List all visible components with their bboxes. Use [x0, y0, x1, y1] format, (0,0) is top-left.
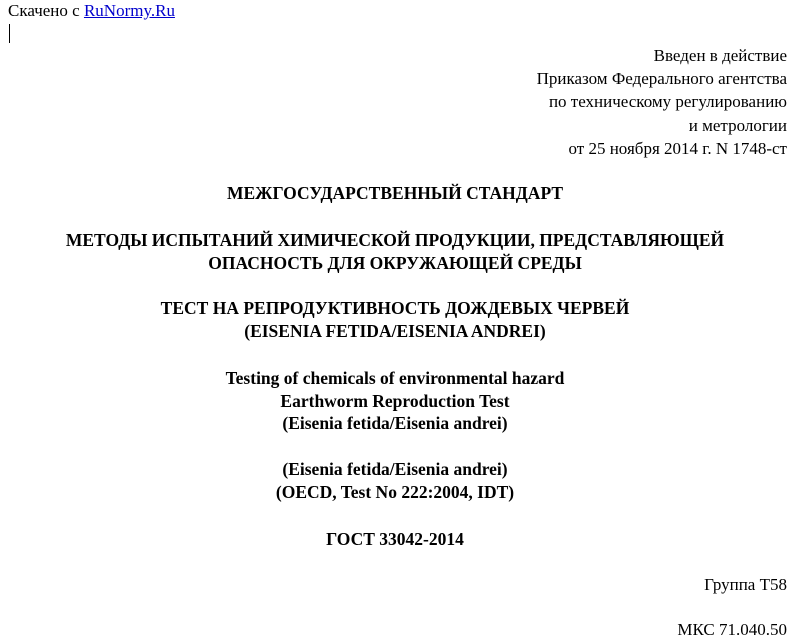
gost-number: ГОСТ 33042-2014: [326, 529, 464, 549]
method-title-line: ОПАСНОСТЬ ДЛЯ ОКРУЖАЮЩЕЙ СРЕДЫ: [208, 252, 582, 273]
test-title-line: (EISENIA FETIDA/EISENIA ANDREI): [244, 320, 546, 341]
mks-code: МКС 71.040.50: [677, 620, 787, 639]
enactment-line: Введен в действие: [653, 46, 787, 65]
method-title-heading: [0, 229, 790, 274]
english-title-line: Earthworm Reproduction Test: [280, 390, 510, 411]
standard-type-line: МЕЖГОСУДАРСТВЕННЫЙ СТАНДАРТ: [226, 183, 564, 203]
text-cursor: [9, 24, 10, 43]
enactment-line: Приказом Федерального агентства: [536, 69, 787, 89]
enactment-block: [537, 44, 787, 160]
test-title-heading: [0, 297, 790, 342]
english-title-line: (Eisenia fetida/Eisenia andrei): [282, 413, 508, 433]
enactment-line: и метрологии: [688, 115, 787, 135]
english-title-heading: [0, 367, 790, 435]
enactment-line: от 25 ноября 2014 г. N 1748-ст: [568, 138, 787, 158]
method-title-line: МЕТОДЫ ИСПЫТАНИЙ ХИМИЧЕСКОЙ ПРОДУКЦИИ, ПРЕДСТАВЛЯЮЩЕЙ: [65, 230, 725, 250]
oecd-reference-heading: [0, 458, 790, 503]
runormy-link[interactable]: RuNormy.Ru: [83, 1, 175, 20]
enactment-line: по техническому регулированию: [548, 92, 787, 112]
group-code: Группа Т58: [704, 575, 787, 594]
download-source-line: [8, 1, 175, 21]
test-title-line: ТЕСТ НА РЕПРОДУКТИВНОСТЬ ДОЖДЕВЫХ ЧЕРВЕЙ: [160, 298, 630, 318]
download-prefix: Скачено с: [8, 1, 84, 20]
gost-number-heading: [0, 528, 790, 551]
standard-type-heading: [0, 182, 790, 205]
oecd-reference-line: (Eisenia fetida/Eisenia andrei): [282, 459, 508, 479]
oecd-reference-line: (OECD, Test No 222:2004, IDT): [275, 481, 515, 502]
english-title-line: Testing of chemicals of environmental hazard: [225, 368, 565, 388]
